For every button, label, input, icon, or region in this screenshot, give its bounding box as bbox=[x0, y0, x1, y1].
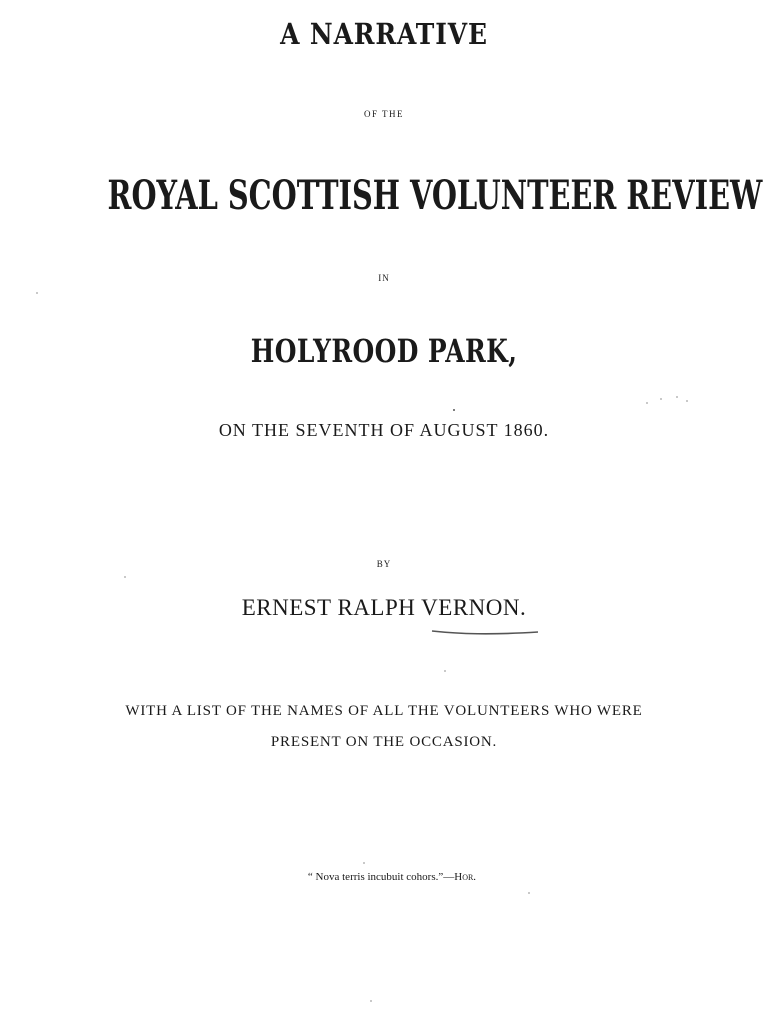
scan-speck bbox=[36, 292, 38, 294]
date-line: ON THE SEVENTH OF AUGUST 1860. bbox=[218, 420, 550, 440]
scan-speck bbox=[660, 398, 662, 400]
epigraph bbox=[8, 872, 768, 883]
connector-by: BY bbox=[376, 559, 392, 569]
place-title: HOLYROOD PARK, bbox=[250, 332, 518, 370]
scan-speck bbox=[453, 409, 455, 411]
main-title: ROYAL SCOTTISH VOLUNTEER REVIEW bbox=[107, 172, 763, 219]
connector-of-the: OF THE bbox=[363, 109, 405, 119]
connector-in: IN bbox=[378, 273, 390, 283]
scan-speck bbox=[646, 402, 648, 404]
scan-speck bbox=[363, 862, 365, 864]
epigraph-quote: “ Nova terris incubuit cohors.” bbox=[307, 871, 444, 883]
scan-speck bbox=[686, 400, 688, 402]
scan-speck bbox=[370, 1000, 372, 1002]
title-header: A NARRATIVE bbox=[280, 17, 488, 51]
epigraph-source: —Hor. bbox=[443, 871, 477, 883]
scan-speck bbox=[444, 670, 446, 672]
author-name: ERNEST RALPH VERNON. bbox=[241, 595, 527, 620]
scan-speck bbox=[676, 396, 678, 398]
handwritten-underline-mark bbox=[430, 628, 540, 636]
subtitle-line-2: PRESENT ON THE OCCASION. bbox=[270, 734, 498, 750]
scan-speck bbox=[528, 892, 530, 894]
scan-speck bbox=[124, 576, 126, 578]
subtitle-line-1: WITH A LIST OF THE NAMES OF ALL THE VOLUNTEERS WHO WERE bbox=[125, 703, 643, 719]
